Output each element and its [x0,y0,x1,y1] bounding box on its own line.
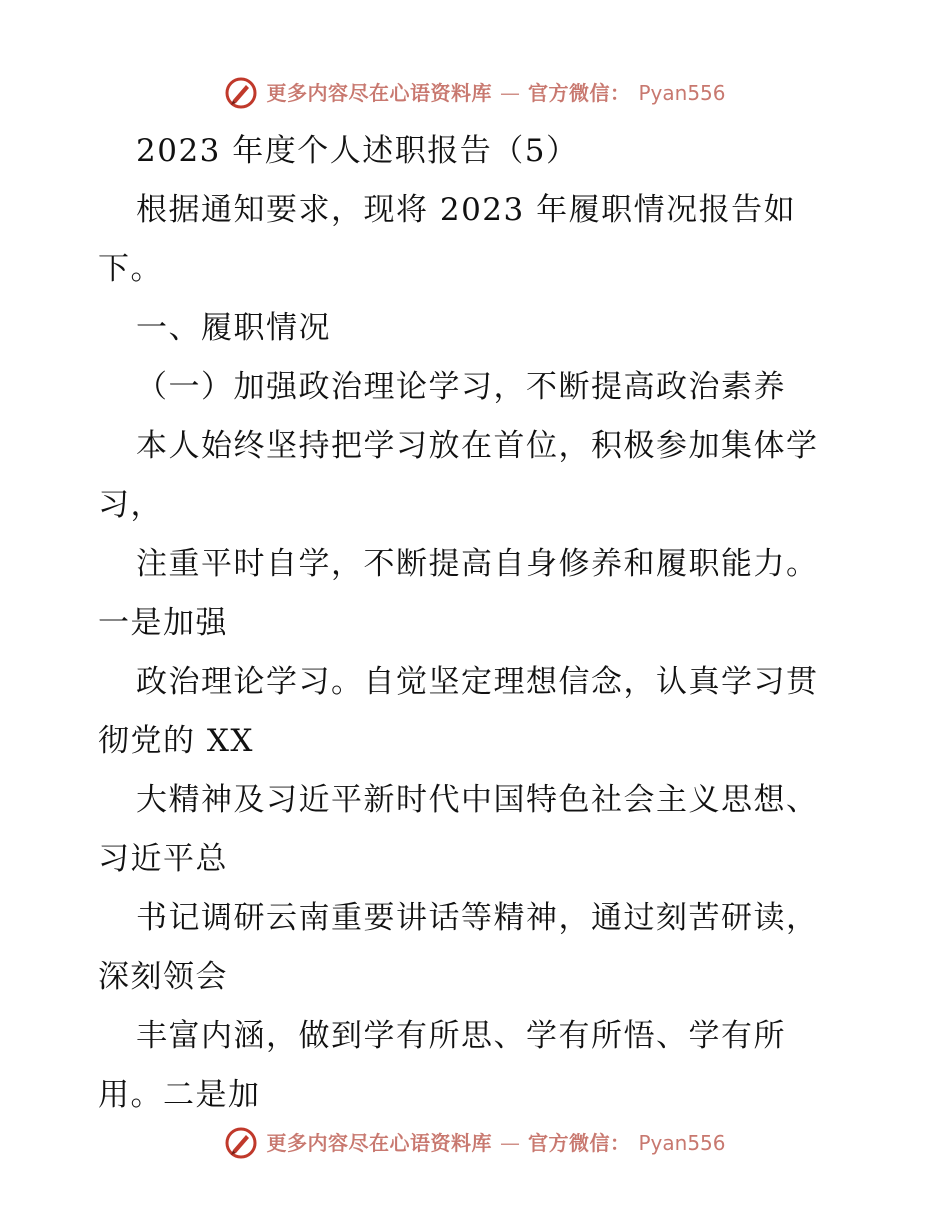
watermark-site-text: 更多内容尽在心语资料库 [266,1131,492,1155]
document-line: 政治理论学习。自觉坚定理想信念，认真学习贯 [136,664,819,700]
document-line: 习， [98,487,163,523]
document-body [98,122,858,1125]
watermark-wechat-id: Pyan556 [638,81,726,105]
footer-watermark [0,1126,950,1160]
document-line: 深刻领会 [98,959,228,995]
watermark-site-text: 更多内容尽在心语资料库 [266,81,492,105]
document-line: 注重平时自学，不断提高自身修养和履职能力。 [136,546,819,582]
document-line: 根据通知要求，现将 2023 年履职情况报告如 [136,192,797,228]
header-watermark [0,76,950,110]
watermark-wechat-label: 官方微信： [527,81,631,105]
document-line: 用。二是加 [98,1077,261,1113]
document-line: 习近平总 [98,841,228,877]
pen-logo-icon [224,76,258,110]
document-line: 本人始终坚持把学习放在首位，积极参加集体学 [136,428,819,464]
pen-logo-icon [224,1126,258,1160]
document-line: 大精神及习近平新时代中国特色社会主义思想、 [136,782,819,818]
watermark-wechat-id: Pyan556 [638,1131,726,1155]
document-line: 2023 年度个人述职报告（5） [136,133,579,169]
document-line: 丰富内涵，做到学有所思、学有所悟、学有所 [136,1018,786,1054]
watermark-wechat-label: 官方微信： [527,1131,631,1155]
document-line: 书记调研云南重要讲话等精神，通过刻苦研读， [136,900,819,936]
watermark-separator: — [499,81,520,105]
document-line: 一、履职情况 [136,310,331,346]
watermark-separator: — [499,1131,520,1155]
document-line: 一是加强 [98,605,228,641]
document-line: （一）加强政治理论学习，不断提高政治素养 [136,369,786,405]
document-line: 彻党的 XX [98,723,254,759]
document-line: 下。 [98,251,163,287]
